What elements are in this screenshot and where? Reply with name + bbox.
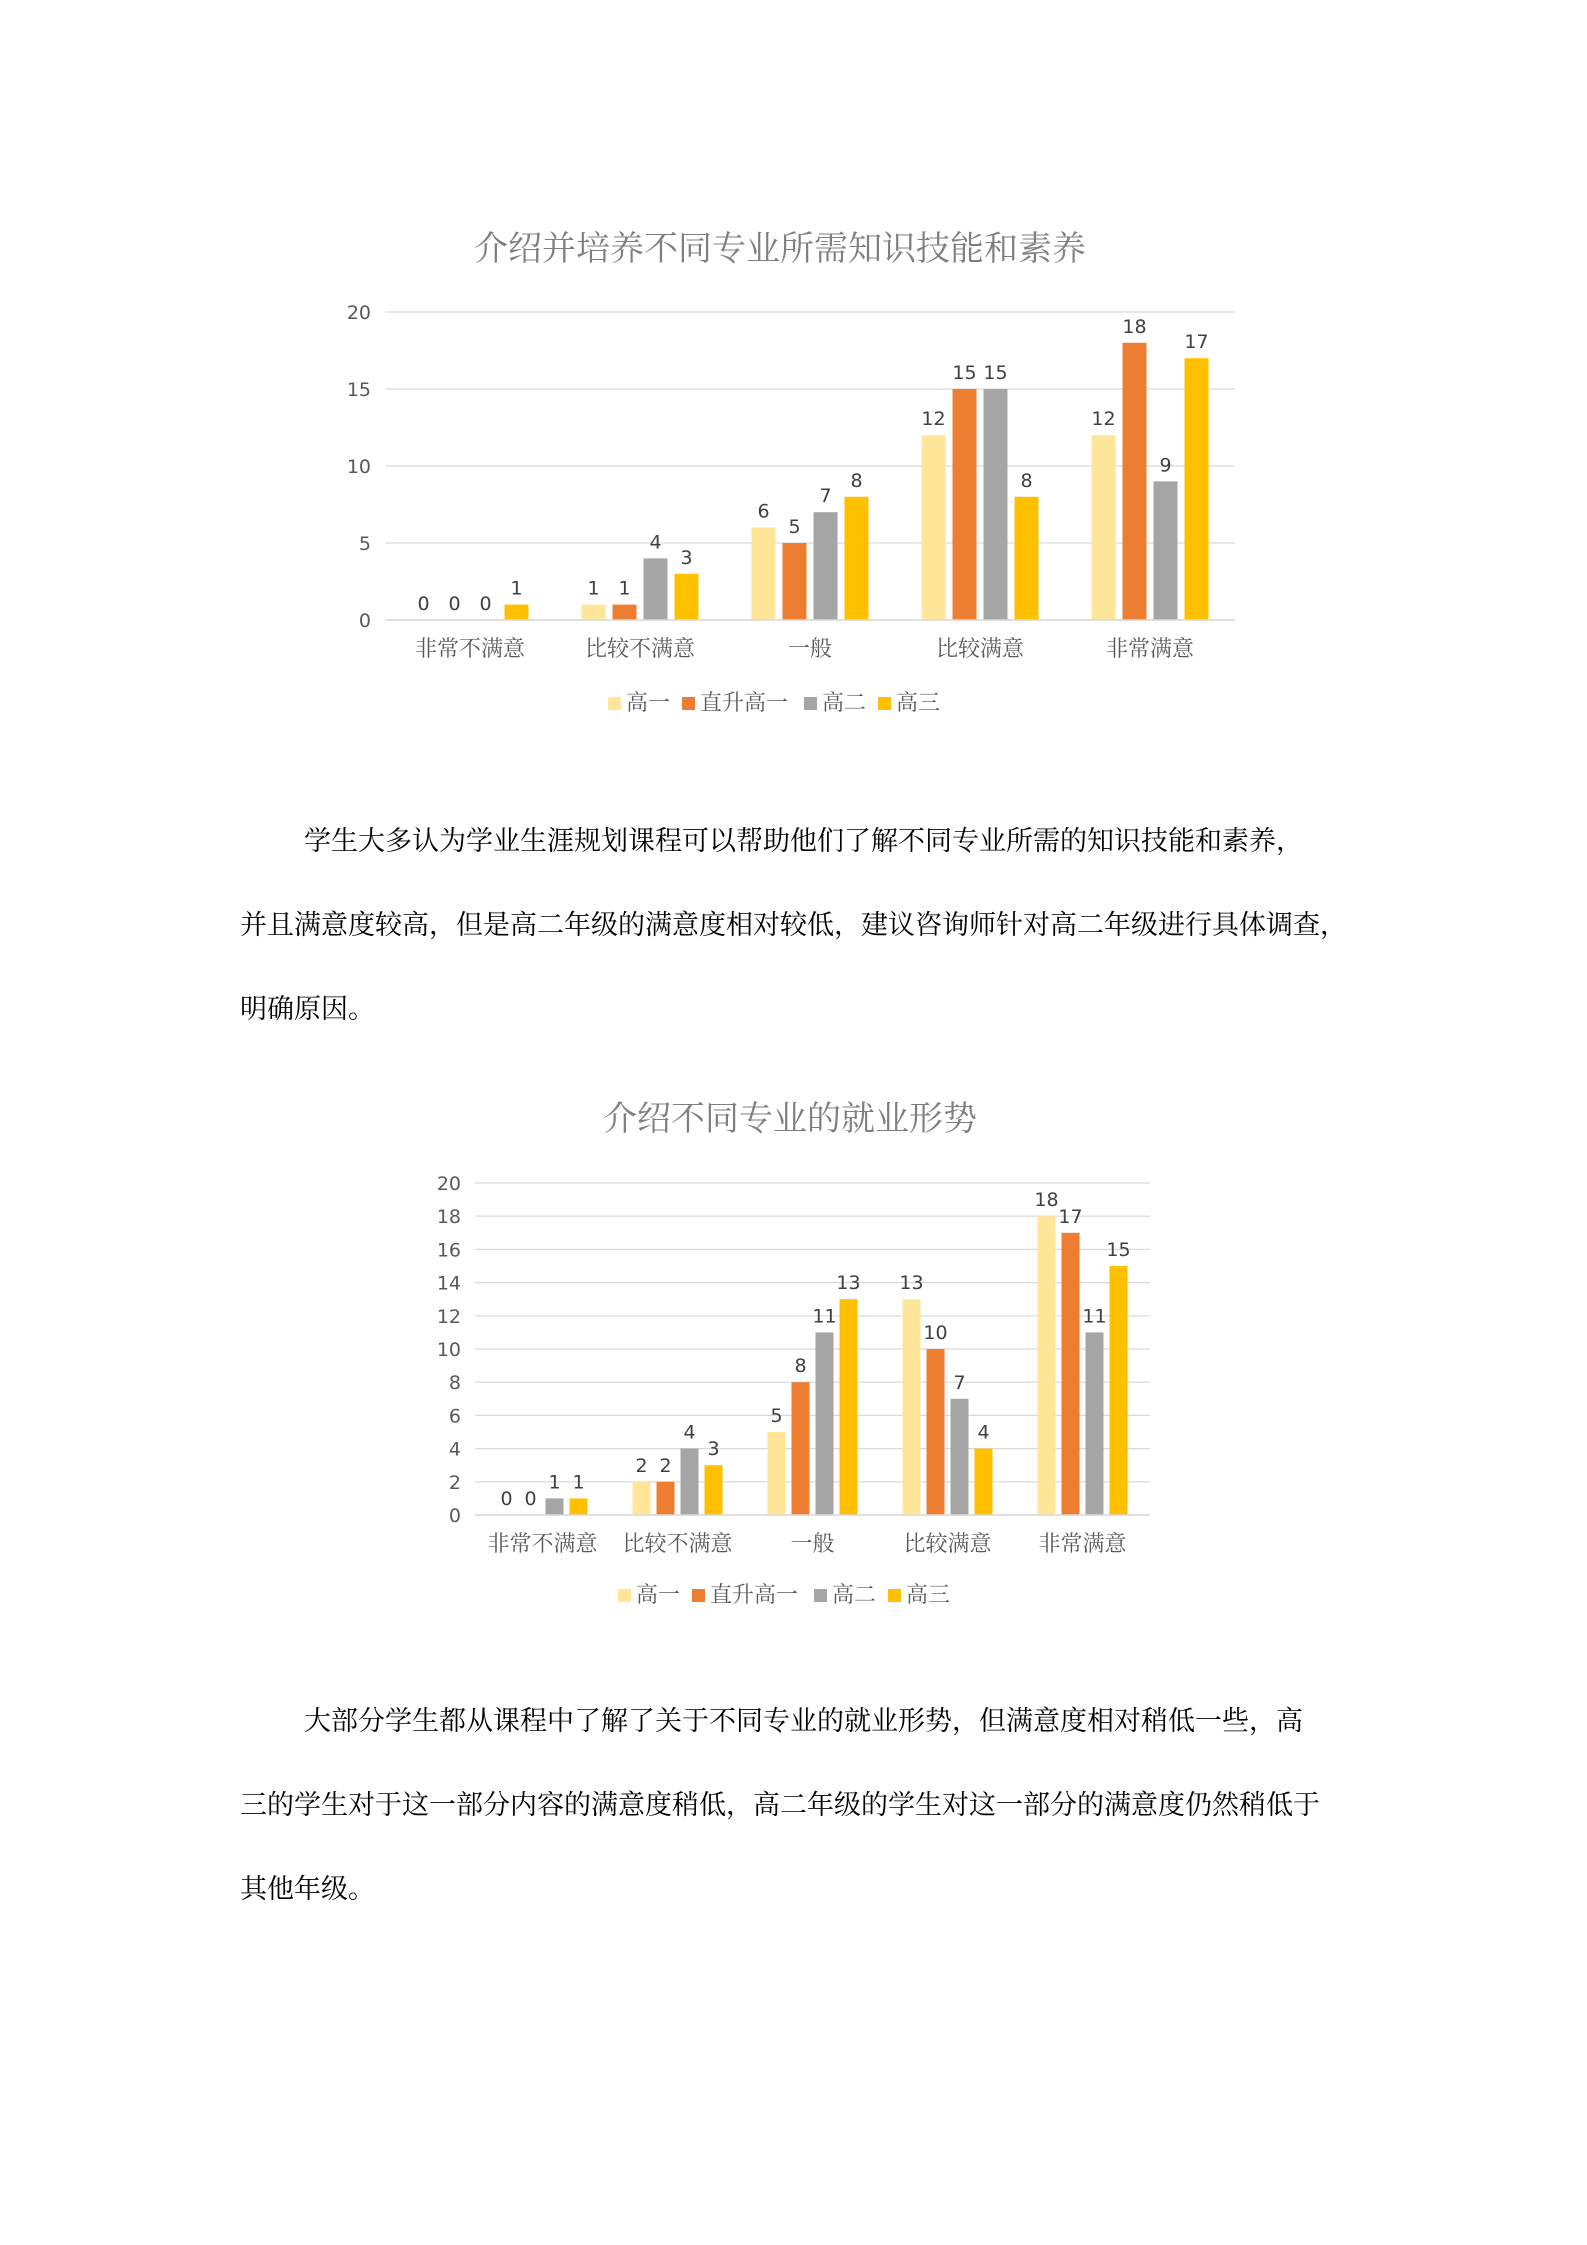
y-tick-label: 18 xyxy=(436,1206,461,1229)
x-tick-label: 非常不满意 xyxy=(414,637,526,662)
bar xyxy=(1110,1266,1128,1515)
x-tick-label: 非常不满意 xyxy=(487,1532,598,1557)
data-label: 15 xyxy=(983,362,1008,384)
legend-item xyxy=(878,691,940,716)
y-tick-label: 16 xyxy=(436,1239,461,1262)
legend-item xyxy=(814,1583,876,1608)
x-tick-label: 比较不满意 xyxy=(622,1532,733,1557)
data-label: 17 xyxy=(1058,1205,1083,1228)
bar xyxy=(1154,481,1178,620)
data-label: 4 xyxy=(649,531,662,554)
bar xyxy=(1185,358,1209,620)
y-tick-label: 10 xyxy=(346,456,371,478)
data-label: 5 xyxy=(770,1405,783,1427)
data-label: 1 xyxy=(510,577,523,600)
bar xyxy=(840,1299,858,1515)
bar xyxy=(984,389,1008,620)
data-label: 2 xyxy=(659,1454,672,1477)
bar xyxy=(1062,1233,1080,1515)
bar xyxy=(903,1299,921,1515)
paragraph-line: 并且满意度较高，但是高二年级的满意度相对较低，建议咨询师针对高二年级进行具体调查， xyxy=(240,910,1347,941)
data-label: 3 xyxy=(680,546,693,569)
y-tick-label: 20 xyxy=(436,1173,461,1195)
bar xyxy=(1086,1332,1104,1515)
y-tick-label: 6 xyxy=(448,1405,461,1428)
bar xyxy=(783,543,807,620)
data-label: 18 xyxy=(1034,1189,1059,1212)
legend-item xyxy=(888,1583,950,1608)
legend-label: 直升高一 xyxy=(710,1583,799,1608)
bar xyxy=(814,512,838,620)
paragraph-line: 大部分学生都从课程中了解了关于不同专业的就业形势，但满意度相对稍低一些，高 xyxy=(304,1706,1303,1737)
data-label: 9 xyxy=(1159,454,1172,477)
y-tick-label: 15 xyxy=(346,379,371,401)
data-label: 0 xyxy=(524,1488,537,1510)
bar xyxy=(1123,343,1147,620)
data-label: 18 xyxy=(1122,315,1147,338)
bar xyxy=(1038,1216,1056,1515)
bar xyxy=(582,605,606,620)
y-tick-label: 20 xyxy=(346,302,371,324)
legend-swatch xyxy=(888,1589,901,1602)
bar xyxy=(768,1432,786,1515)
bar xyxy=(675,574,699,620)
paragraph-line: 明确原因。 xyxy=(240,994,375,1025)
y-tick-label: 8 xyxy=(448,1372,461,1395)
data-label: 1 xyxy=(548,1471,561,1494)
legend-swatch xyxy=(618,1589,631,1602)
bar xyxy=(951,1399,969,1515)
y-tick-label: 5 xyxy=(358,533,371,555)
bar xyxy=(657,1482,675,1515)
bar xyxy=(922,435,946,620)
legend-item xyxy=(804,691,866,716)
data-label: 3 xyxy=(707,1438,720,1461)
legend-label: 高三 xyxy=(906,1583,951,1608)
data-label: 15 xyxy=(1106,1239,1131,1261)
bar xyxy=(505,605,529,620)
paragraph-2 xyxy=(240,1680,1350,1932)
data-label: 7 xyxy=(953,1371,966,1394)
paragraph-1 xyxy=(240,800,1350,1052)
data-label: 6 xyxy=(757,500,770,523)
x-tick-label: 非常满意 xyxy=(1105,637,1195,662)
legend-swatch xyxy=(814,1589,827,1602)
data-label: 15 xyxy=(952,362,977,384)
data-label: 8 xyxy=(850,469,863,492)
legend-item xyxy=(618,1583,680,1608)
data-label: 12 xyxy=(921,408,946,431)
bar xyxy=(705,1465,723,1515)
bar xyxy=(546,1498,564,1515)
x-tick-label: 比较满意 xyxy=(935,637,1025,662)
legend-swatch xyxy=(804,697,817,710)
bar xyxy=(845,497,869,620)
chart-employment xyxy=(420,1070,1180,1610)
y-tick-label: 2 xyxy=(448,1471,461,1494)
x-tick-label: 比较不满意 xyxy=(584,637,696,662)
legend-label: 直升高一 xyxy=(700,691,789,716)
data-label: 1 xyxy=(587,577,600,600)
legend-swatch xyxy=(608,697,621,710)
bar xyxy=(752,528,776,620)
bar xyxy=(953,389,977,620)
bar xyxy=(792,1382,810,1515)
paragraph-line: 学生大多认为学业生涯规划课程可以帮助他们了解不同专业所需的知识技能和素养， xyxy=(304,826,1303,857)
chart-knowledge-skills xyxy=(320,200,1260,730)
bar xyxy=(570,1498,588,1515)
bar xyxy=(633,1482,651,1515)
chart-title: 介绍并培养不同专业所需知识技能和素养 xyxy=(474,229,1086,269)
bar xyxy=(816,1332,834,1515)
data-label: 8 xyxy=(794,1355,807,1378)
legend-swatch xyxy=(682,697,695,710)
bar xyxy=(1015,497,1039,620)
bar xyxy=(681,1449,699,1515)
data-label: 11 xyxy=(1082,1305,1107,1328)
x-tick-label: 比较满意 xyxy=(903,1532,992,1557)
data-label: 13 xyxy=(836,1272,861,1295)
y-tick-label: 12 xyxy=(436,1305,461,1328)
x-tick-label: 一般 xyxy=(787,637,833,662)
legend-swatch xyxy=(692,1589,705,1602)
legend-item xyxy=(608,691,670,716)
legend-label: 高一 xyxy=(626,691,671,716)
y-tick-label: 0 xyxy=(448,1505,461,1527)
bar xyxy=(644,558,668,620)
bar xyxy=(975,1449,993,1515)
legend-label: 高一 xyxy=(636,1583,681,1608)
data-label: 2 xyxy=(635,1454,648,1477)
data-label: 17 xyxy=(1184,331,1209,354)
bar xyxy=(1092,435,1116,620)
data-label: 1 xyxy=(572,1471,585,1494)
legend-item xyxy=(682,691,788,716)
bar xyxy=(927,1349,945,1515)
legend-label: 高二 xyxy=(832,1583,877,1608)
chart-title: 介绍不同专业的就业形势 xyxy=(603,1099,977,1139)
data-label: 4 xyxy=(683,1421,696,1444)
data-label: 5 xyxy=(788,516,801,538)
legend-label: 高二 xyxy=(822,691,867,716)
data-label: 11 xyxy=(812,1305,837,1328)
x-tick-label: 非常满意 xyxy=(1038,1532,1127,1557)
bar xyxy=(613,605,637,620)
data-label: 1 xyxy=(618,577,631,600)
data-label: 0 xyxy=(448,593,461,615)
data-label: 12 xyxy=(1091,408,1116,431)
legend-item xyxy=(692,1583,798,1608)
data-label: 0 xyxy=(417,593,430,615)
y-tick-label: 0 xyxy=(358,610,371,632)
paragraph-line: 其他年级。 xyxy=(240,1874,375,1905)
legend-label: 高三 xyxy=(896,691,941,716)
data-label: 13 xyxy=(899,1272,924,1295)
y-tick-label: 4 xyxy=(448,1438,461,1461)
data-label: 4 xyxy=(977,1421,990,1444)
paragraph-line: 三的学生对于这一部分内容的满意度稍低，高二年级的学生对这一部分的满意度仍然稍低于 xyxy=(240,1790,1320,1821)
data-label: 7 xyxy=(819,485,832,508)
data-label: 8 xyxy=(1020,469,1033,492)
legend-swatch xyxy=(878,697,891,710)
data-label: 10 xyxy=(923,1322,948,1344)
data-label: 0 xyxy=(500,1488,513,1510)
y-tick-label: 14 xyxy=(436,1272,461,1295)
y-tick-label: 10 xyxy=(436,1339,461,1361)
data-label: 0 xyxy=(479,593,492,615)
x-tick-label: 一般 xyxy=(790,1532,835,1557)
